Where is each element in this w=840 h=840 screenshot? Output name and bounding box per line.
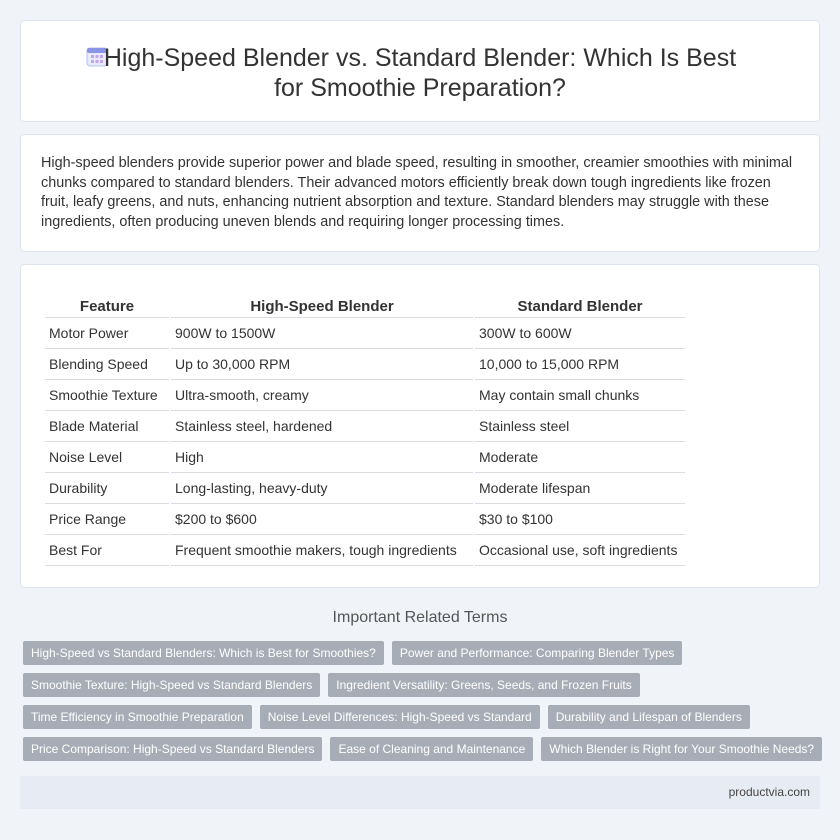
tag-row — [23, 705, 823, 729]
standard-cell: Occasional use, soft ingredients — [475, 535, 685, 566]
high-speed-cell: Up to 30,000 RPM — [171, 349, 473, 380]
related-terms-heading: Important Related Terms — [332, 609, 508, 626]
related-term-tag[interactable]: Time Efficiency in Smoothie Preparation — [23, 705, 252, 729]
related-term-tag[interactable]: Ingredient Versatility: Greens, Seeds, and Frozen Fruits — [328, 673, 639, 697]
table-row — [45, 473, 685, 504]
standard-cell: 300W to 600W — [475, 318, 685, 349]
feature-cell: Smoothie Texture — [45, 380, 169, 411]
table-row — [45, 535, 685, 566]
tag-row — [23, 673, 823, 697]
feature-cell: Blade Material — [45, 411, 169, 442]
related-term-tag[interactable]: Which Blender is Right for Your Smoothie Needs? — [541, 737, 822, 761]
related-term-tag[interactable]: High-Speed vs Standard Blenders: Which is Best for Smoothies? — [23, 641, 384, 665]
table-card — [20, 264, 820, 588]
high-speed-cell: 900W to 1500W — [171, 318, 473, 349]
high-speed-cell: Long-lasting, heavy-duty — [171, 473, 473, 504]
column-header-standard: Standard Blender — [475, 295, 685, 318]
feature-cell: Durability — [45, 473, 169, 504]
table-row — [45, 318, 685, 349]
standard-cell: May contain small chunks — [475, 380, 685, 411]
table-row — [45, 349, 685, 380]
related-term-tag[interactable]: Ease of Cleaning and Maintenance — [330, 737, 533, 761]
table-row — [45, 411, 685, 442]
related-term-tag[interactable]: Power and Performance: Comparing Blender Types — [392, 641, 683, 665]
tag-row — [23, 641, 823, 665]
standard-cell: Stainless steel — [475, 411, 685, 442]
related-term-tag[interactable]: Noise Level Differences: High-Speed vs Standard — [260, 705, 540, 729]
tag-row — [23, 737, 823, 761]
title-card — [20, 20, 820, 122]
table-header-row — [45, 295, 685, 318]
standard-cell: 10,000 to 15,000 RPM — [475, 349, 685, 380]
summary-text: High-speed blenders provide superior power and blade speed, resulting in smoother, creamier smoothies with minimal chunks compared to standard blenders. Their advanced motors efficiently break down tough ingredients like frozen fruit, leafy greens, and nuts, enhancing nutrient absorption and texture. Standard blenders may struggle with these ingredients, often producing uneven blends and requiring longer processing times. — [41, 155, 793, 230]
high-speed-cell: High — [171, 442, 473, 473]
high-speed-cell: $200 to $600 — [171, 504, 473, 535]
summary-card — [20, 134, 820, 252]
table-row — [45, 442, 685, 473]
standard-cell: Moderate lifespan — [475, 473, 685, 504]
high-speed-cell: Ultra-smooth, creamy — [171, 380, 473, 411]
high-speed-cell: Frequent smoothie makers, tough ingredients — [171, 535, 473, 566]
table-row — [45, 380, 685, 411]
feature-cell: Best For — [45, 535, 169, 566]
feature-cell: Blending Speed — [45, 349, 169, 380]
standard-cell: Moderate — [475, 442, 685, 473]
feature-cell: Price Range — [45, 504, 169, 535]
site-name[interactable]: productvia.com — [728, 785, 810, 799]
related-terms-tags — [23, 641, 823, 769]
table-row — [45, 504, 685, 535]
related-term-tag[interactable]: Price Comparison: High-Speed vs Standard Blenders — [23, 737, 322, 761]
standard-cell: $30 to $100 — [475, 504, 685, 535]
footer — [20, 776, 820, 809]
comparison-table — [43, 295, 687, 566]
feature-cell: Motor Power — [45, 318, 169, 349]
feature-cell: Noise Level — [45, 442, 169, 473]
related-term-tag[interactable]: Durability and Lifespan of Blenders — [548, 705, 750, 729]
column-header-high-speed: High-Speed Blender — [171, 295, 473, 318]
column-header-feature: Feature — [45, 295, 169, 318]
related-term-tag[interactable]: Smoothie Texture: High-Speed vs Standard Blenders — [23, 673, 320, 697]
page-title: High-Speed Blender vs. Standard Blender: Which Is Best for Smoothie Preparation? — [103, 44, 737, 102]
high-speed-cell: Stainless steel, hardened — [171, 411, 473, 442]
